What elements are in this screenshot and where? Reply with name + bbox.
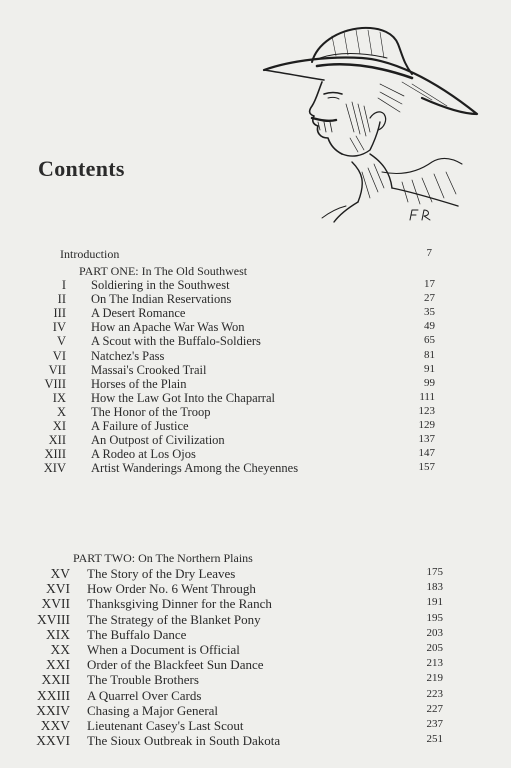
chapter-title: How an Apache War Was Won (91, 320, 245, 335)
chapter-title: A Quarrel Over Cards (87, 687, 202, 703)
page-number: 65 (424, 334, 435, 347)
chapter-title: Artist Wanderings Among the Cheyennes (91, 461, 299, 476)
page-number: 157 (418, 461, 435, 474)
toc-entry (0, 566, 511, 582)
toc-entry (0, 612, 511, 628)
chapter-number: XXV (40, 718, 70, 733)
introduction-label: Introduction (60, 247, 120, 261)
page-number: 91 (424, 362, 435, 375)
chapter-title: When a Document is Official (87, 642, 240, 657)
page-number: 17 (424, 278, 435, 290)
page-title: Contents (38, 156, 125, 181)
page-number: 203 (426, 626, 443, 639)
toc-entry (0, 718, 511, 734)
chapter-number: IV (52, 320, 66, 335)
chapter-number: VII (48, 362, 66, 377)
chapter-number: XXIII (37, 687, 70, 703)
chapter-number: V (56, 334, 66, 349)
chapter-number: II (57, 292, 66, 307)
chapter-title: A Rodeo at Los Ojos (91, 447, 196, 462)
toc-entry (0, 461, 511, 477)
page-number: 27 (424, 292, 435, 305)
page-number: 111 (419, 390, 435, 403)
toc-entry (0, 688, 511, 704)
chapter-number: XXIV (36, 702, 70, 718)
toc-entry (0, 642, 511, 658)
page-number: 219 (426, 672, 443, 685)
chapter-title: A Desert Romance (91, 306, 186, 321)
chapter-number: XI (52, 419, 66, 433)
chapter-title: How the Law Got Into the Chaparral (91, 390, 275, 405)
chapter-title: The Strategy of the Blanket Pony (87, 611, 261, 627)
chapter-title: The Honor of the Troop (91, 404, 211, 419)
page-number: 237 (426, 718, 443, 730)
chapter-number: XVIII (37, 611, 70, 627)
chapter-number: XXII (41, 672, 70, 688)
chapter-title: A Failure of Justice (91, 419, 189, 433)
chapter-number: III (53, 306, 66, 321)
toc-entry (0, 627, 511, 643)
chapter-number: X (56, 404, 66, 419)
toc-entry (0, 581, 511, 597)
part-two-heading: PART TWO: On The Northern Plains (73, 551, 253, 565)
chapter-title: Lieutenant Casey's Last Scout (87, 718, 244, 733)
toc-entry (0, 672, 511, 688)
page-number: 137 (418, 433, 435, 446)
page-number: 99 (424, 376, 435, 389)
chapter-number: XIV (43, 461, 66, 476)
chapter-number: XXI (46, 657, 70, 673)
page-number: 49 (424, 320, 435, 333)
chapter-number: XXVI (36, 733, 70, 749)
introduction-page-number: 7 (426, 247, 432, 259)
page-number: 213 (426, 657, 443, 670)
page-number: 195 (426, 611, 443, 624)
chapter-title: The Trouble Brothers (87, 672, 199, 688)
page-number: 175 (426, 566, 443, 578)
chapter-title: The Buffalo Dance (87, 626, 187, 642)
page-number: 227 (426, 702, 443, 715)
page-number: 205 (426, 642, 443, 654)
chapter-title: Soldiering in the Southwest (91, 278, 230, 292)
page-number: 251 (426, 733, 443, 746)
part-one-heading: PART ONE: In The Old Southwest (79, 264, 248, 278)
chapter-title: A Scout with the Buffalo-Soldiers (91, 334, 261, 349)
chapter-title: The Story of the Dry Leaves (87, 566, 236, 581)
page-number: 147 (418, 447, 435, 460)
chapter-title: Thanksgiving Dinner for the Ranch (87, 596, 272, 612)
toc-entry (0, 703, 511, 719)
chapter-title: Massai's Crooked Trail (91, 362, 207, 377)
page-number: 223 (426, 687, 443, 700)
chapter-number: IX (52, 390, 66, 405)
chapter-title: On The Indian Reservations (91, 292, 232, 307)
chapter-number: XIII (44, 447, 66, 462)
chapter-title: Natchez's Pass (91, 348, 165, 363)
toc-entry (0, 733, 511, 749)
chapter-number: VI (52, 348, 66, 363)
chapter-number: VIII (44, 376, 66, 391)
chapter-title: Order of the Blackfeet Sun Dance (87, 657, 264, 673)
page-number: 183 (426, 581, 443, 594)
chapter-number: XX (50, 642, 70, 657)
cowboy-portrait-sketch-icon (262, 22, 482, 232)
chapter-number: XIX (46, 626, 70, 642)
chapter-number: XVII (41, 596, 70, 612)
chapter-title: How Order No. 6 Went Through (87, 581, 256, 597)
page-number: 191 (426, 596, 443, 609)
chapter-number: I (61, 278, 66, 292)
page-number: 129 (418, 419, 435, 431)
chapter-title: An Outpost of Civilization (91, 433, 225, 448)
page-number: 35 (424, 306, 435, 319)
toc-entry (0, 596, 511, 612)
page-number: 81 (424, 348, 435, 361)
chapter-number: XVI (46, 581, 70, 597)
chapter-title: The Sioux Outbreak in South Dakota (87, 733, 281, 749)
chapter-title: Chasing a Major General (87, 702, 219, 718)
page-number: 123 (418, 404, 435, 417)
toc-entry (0, 657, 511, 673)
chapter-number: XII (48, 433, 66, 448)
chapter-title: Horses of the Plain (91, 376, 187, 391)
chapter-number: XV (50, 566, 70, 581)
